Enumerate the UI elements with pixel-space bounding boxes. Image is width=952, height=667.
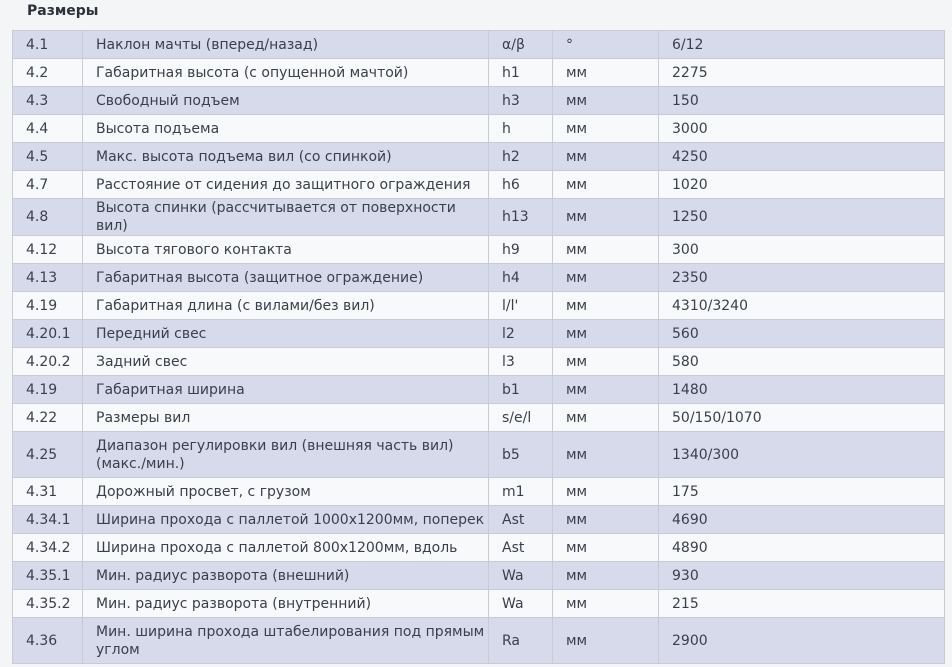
row-number: 4.20.2	[13, 348, 83, 376]
parameter-symbol: Ast	[489, 506, 553, 534]
table-row	[13, 478, 945, 506]
table-row	[13, 320, 945, 348]
table-row	[13, 59, 945, 87]
table-row	[13, 590, 945, 618]
parameter-name: Габаритная ширина	[83, 376, 489, 404]
parameter-symbol: h3	[489, 87, 553, 115]
parameter-name: Дорожный просвет, с грузом	[83, 478, 489, 506]
parameter-value: 50/150/1070	[659, 404, 945, 432]
parameter-unit: мм	[553, 264, 659, 292]
table-row	[13, 31, 945, 59]
parameter-symbol: h6	[489, 171, 553, 199]
row-number: 4.22	[13, 404, 83, 432]
parameter-unit: мм	[553, 199, 659, 236]
parameter-symbol: h4	[489, 264, 553, 292]
parameter-symbol: b5	[489, 432, 553, 478]
row-number: 4.5	[13, 143, 83, 171]
row-number: 4.35.2	[13, 590, 83, 618]
parameter-name: Ширина прохода с паллетой 1000х1200мм, поперек	[83, 506, 489, 534]
parameter-name: Мин. радиус разворота (внутренний)	[83, 590, 489, 618]
parameter-unit: мм	[553, 143, 659, 171]
parameter-symbol: h2	[489, 143, 553, 171]
parameter-name: Габаритная длина (с вилами/без вил)	[83, 292, 489, 320]
parameter-value: 2350	[659, 264, 945, 292]
table-row	[13, 404, 945, 432]
parameter-value: 930	[659, 562, 945, 590]
parameter-symbol: s/e/l	[489, 404, 553, 432]
parameter-unit: мм	[553, 115, 659, 143]
row-number: 4.19	[13, 292, 83, 320]
parameter-name: Высота тягового контакта	[83, 236, 489, 264]
table-row	[13, 264, 945, 292]
parameter-symbol: h	[489, 115, 553, 143]
parameter-name: Мин. ширина прохода штабелирования под прямым углом	[83, 618, 489, 664]
parameter-value: 2275	[659, 59, 945, 87]
parameter-value: 175	[659, 478, 945, 506]
row-number: 4.36	[13, 618, 83, 664]
parameter-name: Свободный подъем	[83, 87, 489, 115]
table-row	[13, 292, 945, 320]
parameter-value: 1020	[659, 171, 945, 199]
table-row	[13, 432, 945, 478]
parameter-unit: мм	[553, 404, 659, 432]
table-row	[13, 506, 945, 534]
parameter-symbol: b1	[489, 376, 553, 404]
table-row	[13, 534, 945, 562]
parameter-value: 4890	[659, 534, 945, 562]
row-number: 4.1	[13, 31, 83, 59]
table-row	[13, 115, 945, 143]
table-row	[13, 199, 945, 236]
parameter-symbol: Ra	[489, 618, 553, 664]
parameter-symbol: Ast	[489, 534, 553, 562]
parameter-symbol: Wa	[489, 590, 553, 618]
table-row	[13, 236, 945, 264]
parameter-unit: мм	[553, 87, 659, 115]
table-row	[13, 171, 945, 199]
parameter-unit: мм	[553, 562, 659, 590]
row-number: 4.19	[13, 376, 83, 404]
row-number: 4.7	[13, 171, 83, 199]
parameter-value: 1340/300	[659, 432, 945, 478]
parameter-unit: мм	[553, 432, 659, 478]
row-number: 4.35.1	[13, 562, 83, 590]
row-number: 4.34.1	[13, 506, 83, 534]
parameter-unit: мм	[553, 292, 659, 320]
parameter-value: 3000	[659, 115, 945, 143]
parameter-symbol: l2	[489, 320, 553, 348]
parameter-value: 580	[659, 348, 945, 376]
parameter-value: 4310/3240	[659, 292, 945, 320]
parameter-symbol: l/l'	[489, 292, 553, 320]
row-number: 4.2	[13, 59, 83, 87]
parameter-name: Мин. радиус разворота (внешний)	[83, 562, 489, 590]
parameter-name: Наклон мачты (вперед/назад)	[83, 31, 489, 59]
parameter-symbol: h9	[489, 236, 553, 264]
parameter-unit: мм	[553, 376, 659, 404]
parameter-unit: мм	[553, 171, 659, 199]
parameter-unit: мм	[553, 320, 659, 348]
parameter-name: Ширина прохода с паллетой 800х1200мм, вдоль	[83, 534, 489, 562]
parameter-value: 1250	[659, 199, 945, 236]
section-title: Размеры	[27, 3, 99, 19]
parameter-name: Расстояние от сидения до защитного ограждения	[83, 171, 489, 199]
table-row	[13, 87, 945, 115]
parameter-value: 215	[659, 590, 945, 618]
parameter-symbol: l3	[489, 348, 553, 376]
parameter-value: 4690	[659, 506, 945, 534]
parameter-value: 560	[659, 320, 945, 348]
parameter-symbol: m1	[489, 478, 553, 506]
row-number: 4.3	[13, 87, 83, 115]
parameter-name: Передний свес	[83, 320, 489, 348]
parameter-value: 2900	[659, 618, 945, 664]
row-number: 4.25	[13, 432, 83, 478]
row-number: 4.8	[13, 199, 83, 236]
parameter-value: 4250	[659, 143, 945, 171]
parameter-symbol: α/β	[489, 31, 553, 59]
parameter-name: Задний свес	[83, 348, 489, 376]
parameter-unit: мм	[553, 348, 659, 376]
parameter-unit: мм	[553, 478, 659, 506]
parameter-unit: °	[553, 31, 659, 59]
row-number: 4.12	[13, 236, 83, 264]
parameter-name: Макс. высота подъема вил (со спинкой)	[83, 143, 489, 171]
parameter-name: Высота спинки (рассчитывается от поверхности вил)	[83, 199, 489, 236]
parameter-unit: мм	[553, 534, 659, 562]
parameter-unit: мм	[553, 506, 659, 534]
parameter-symbol: h1	[489, 59, 553, 87]
row-number: 4.20.1	[13, 320, 83, 348]
parameter-name: Высота подъема	[83, 115, 489, 143]
table-row	[13, 376, 945, 404]
parameter-name: Габаритная высота (защитное ограждение)	[83, 264, 489, 292]
row-number: 4.34.2	[13, 534, 83, 562]
table-row	[13, 348, 945, 376]
parameter-symbol: h13	[489, 199, 553, 236]
row-number: 4.31	[13, 478, 83, 506]
parameter-unit: мм	[553, 59, 659, 87]
parameter-unit: мм	[553, 618, 659, 664]
parameter-name: Размеры вил	[83, 404, 489, 432]
parameter-name: Диапазон регулировки вил (внешняя часть вил) (макс./мин.)	[83, 432, 489, 478]
dimensions-table	[12, 30, 945, 664]
table-row	[13, 562, 945, 590]
parameter-symbol: Wa	[489, 562, 553, 590]
parameter-value: 6/12	[659, 31, 945, 59]
parameter-value: 300	[659, 236, 945, 264]
parameter-name: Габаритная высота (с опущенной мачтой)	[83, 59, 489, 87]
table-row	[13, 618, 945, 664]
parameter-value: 150	[659, 87, 945, 115]
row-number: 4.13	[13, 264, 83, 292]
parameter-unit: мм	[553, 590, 659, 618]
table-row	[13, 143, 945, 171]
row-number: 4.4	[13, 115, 83, 143]
parameter-unit: мм	[553, 236, 659, 264]
parameter-value: 1480	[659, 376, 945, 404]
